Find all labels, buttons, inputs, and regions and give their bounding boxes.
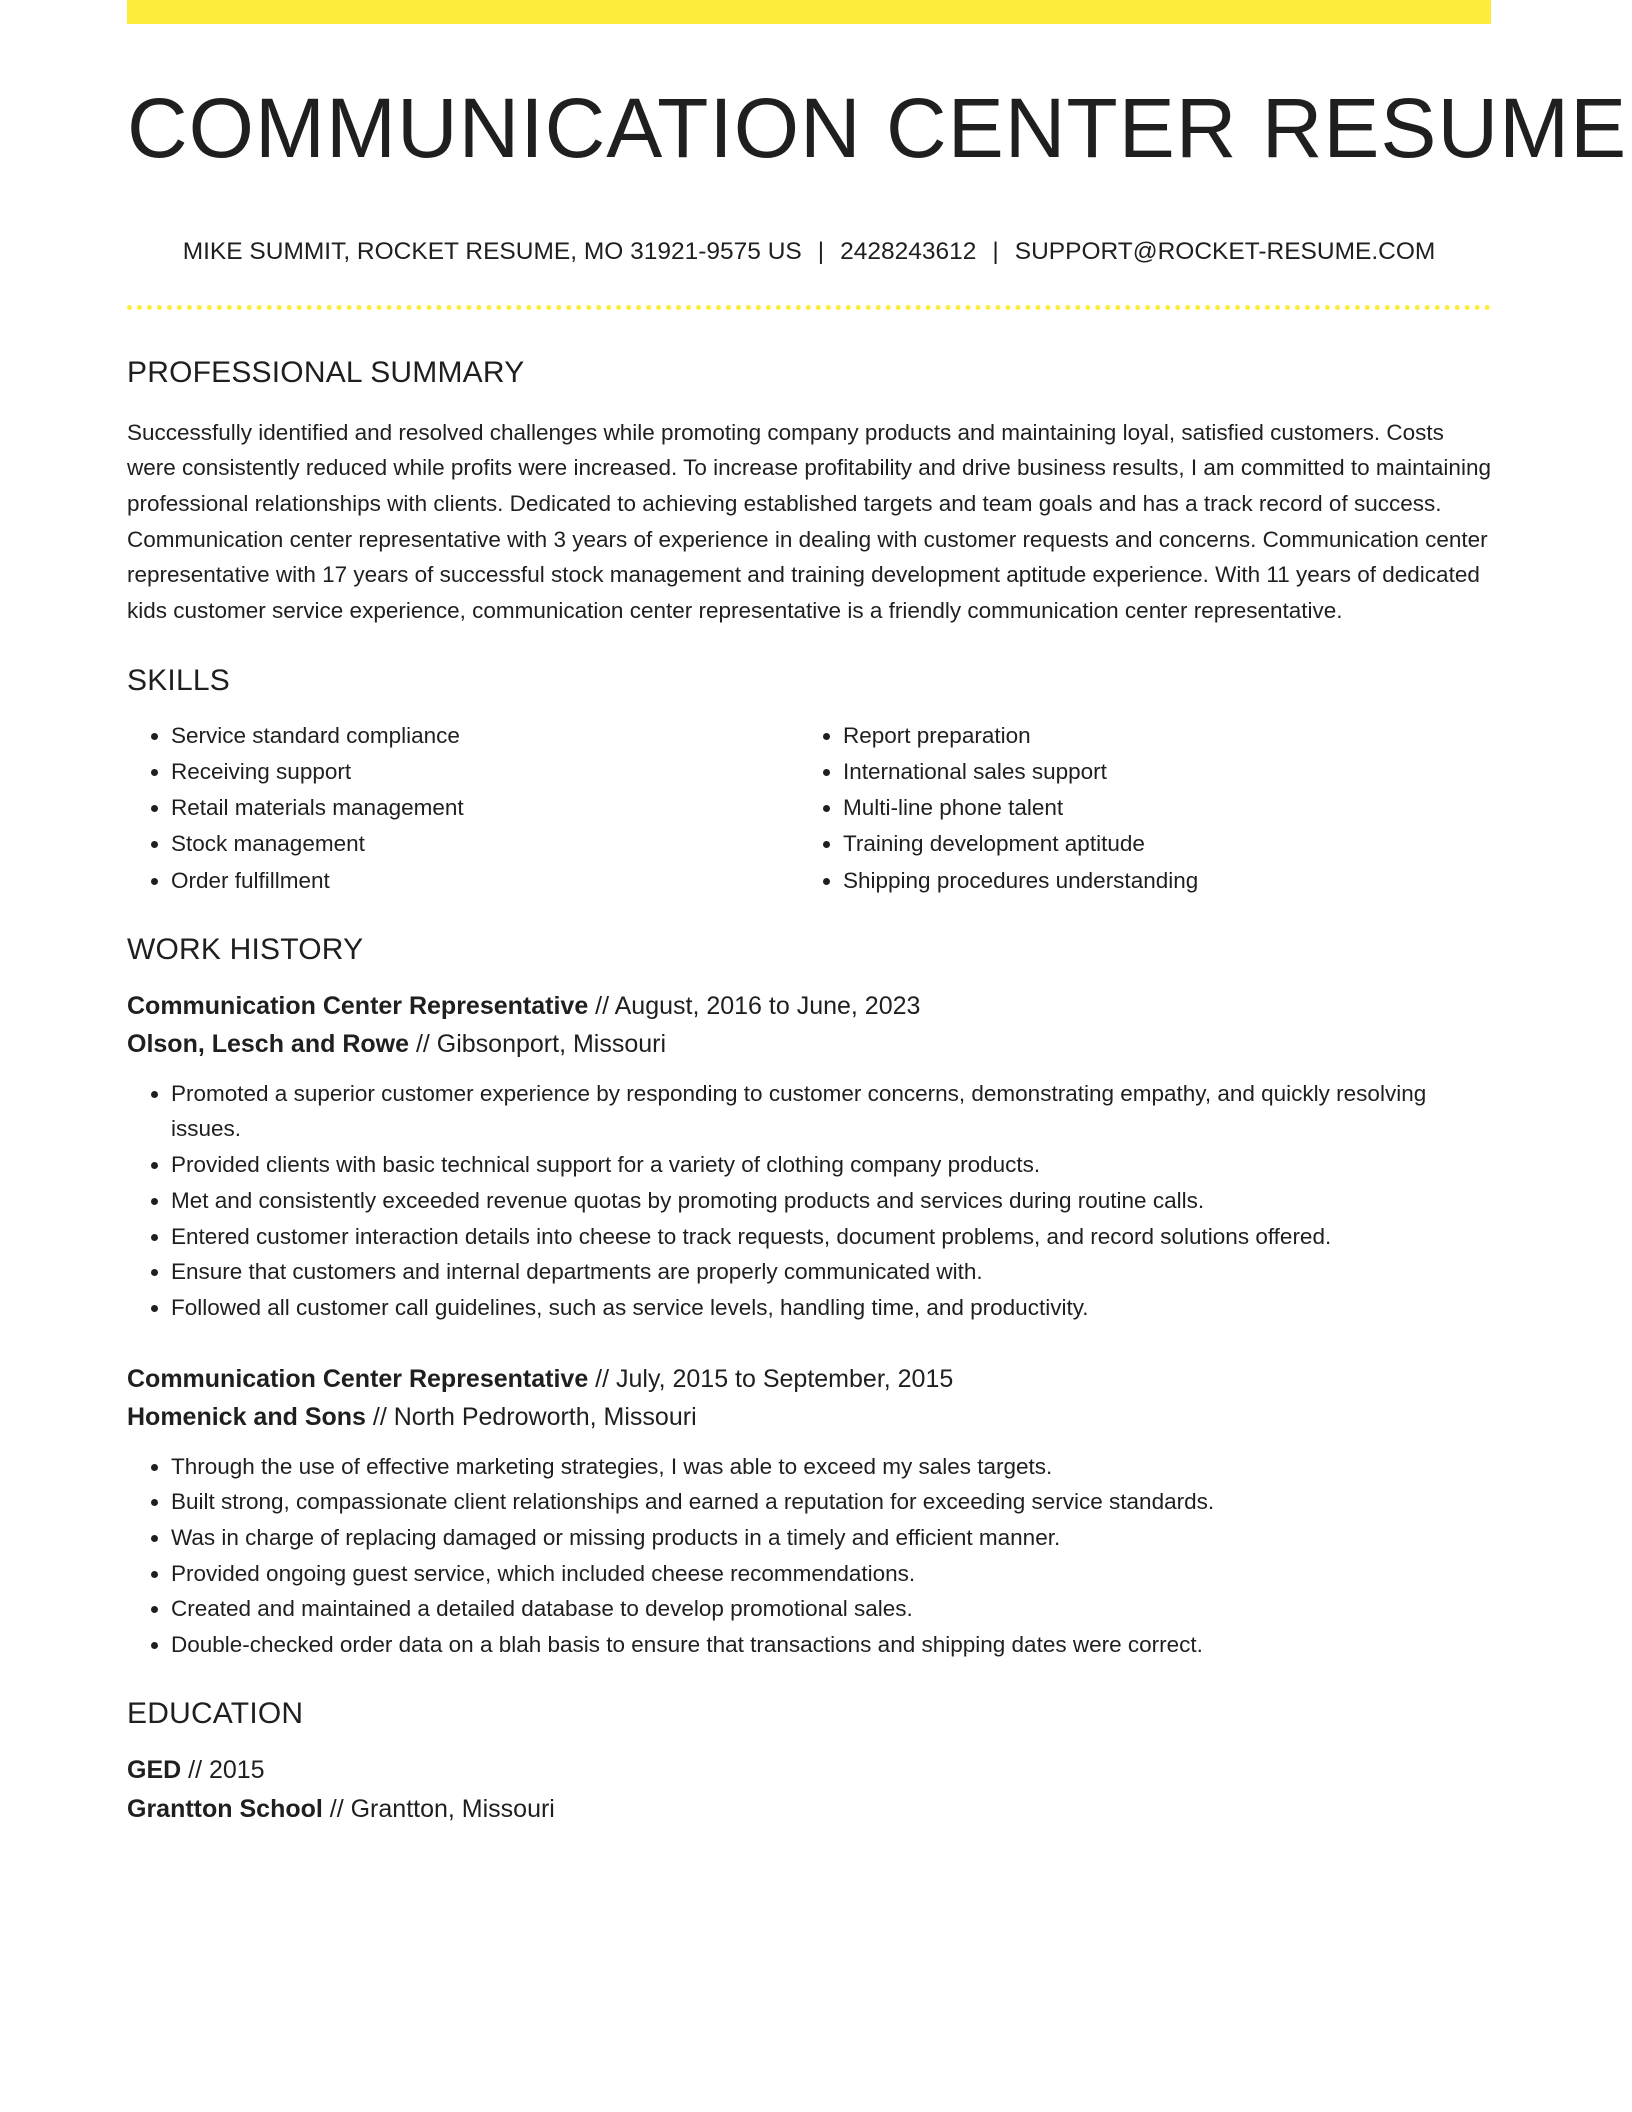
contact-email: SUPPORT@ROCKET-RESUME.COM: [1014, 238, 1436, 265]
accent-bar: [127, 0, 1491, 24]
contact-phone: 2428243612: [840, 238, 977, 265]
job-bullet: • Created and maintained a detailed database to develop promotional sales.: [171, 1591, 1491, 1627]
job-location: // North Pedroworth, Missouri: [365, 1402, 697, 1431]
contact-separator: |: [992, 238, 999, 265]
job-bullet: • Promoted a superior customer experience by responding to customer concerns, demonstrating empathy, and quickly resolving issues.: [171, 1076, 1491, 1147]
education-year: // 2015: [181, 1755, 265, 1784]
job-bullet-list: [127, 1449, 1491, 1663]
job-bullet: • Double-checked order data on a blah basis to ensure that transactions and shipping dates were correct.: [171, 1627, 1491, 1663]
skill-item: • Retail materials management: [171, 790, 799, 826]
contact-address: MIKE SUMMIT, ROCKET RESUME, MO 31921-9575 US: [182, 238, 802, 265]
job-bullet: • Built strong, compassionate client relationships and earned a reputation for exceeding service standards.: [171, 1484, 1491, 1520]
education-degree: GED: [127, 1755, 182, 1784]
skill-item: • Stock management: [171, 826, 799, 862]
skills-column-left: [127, 718, 799, 899]
education-degree-line: [127, 1751, 1491, 1790]
skill-item: • Receiving support: [171, 754, 799, 790]
job-bullet: • Entered customer interaction details into cheese to track requests, document problems, and record solutions offered.: [171, 1219, 1491, 1255]
contact-line: [127, 240, 1491, 265]
job-dates: // July, 2015 to September, 2015: [588, 1364, 954, 1393]
skill-item: • Multi-line phone talent: [843, 790, 1198, 826]
skill-item: • Service standard compliance: [171, 718, 799, 754]
education-school-line: [127, 1790, 1491, 1829]
education-heading: EDUCATION: [127, 1696, 304, 1730]
education-location: // Grantton, Missouri: [322, 1794, 555, 1823]
job-company: Olson, Lesch and Rowe: [127, 1029, 409, 1058]
skill-item: • Order fulfillment: [171, 863, 799, 899]
job-bullet: • Provided ongoing guest service, which included cheese recommendations.: [171, 1556, 1491, 1592]
skill-item: • Shipping procedures understanding: [843, 863, 1198, 899]
job-bullet: • Through the use of effective marketing strategies, I was able to exceed my sales targets.: [171, 1449, 1491, 1485]
job-company-line: [127, 1025, 1491, 1063]
job-entry: [127, 1360, 1491, 1663]
job-dates: // August, 2016 to June, 2023: [588, 991, 921, 1020]
job-title: Communication Center Representative: [127, 1364, 589, 1393]
job-bullet: • Ensure that customers and internal departments are properly communicated with.: [171, 1254, 1491, 1290]
job-bullet-list: [127, 1076, 1491, 1326]
job-location: // Gibsonport, Missouri: [409, 1029, 667, 1058]
job-company-line: [127, 1398, 1491, 1436]
resume-page: [127, 0, 1628, 1829]
job-title-line: [127, 987, 1491, 1025]
skill-item: • Report preparation: [843, 718, 1198, 754]
job-entry: [127, 987, 1491, 1326]
work-history-heading: WORK HISTORY: [127, 932, 364, 966]
skills-list: [127, 718, 1491, 899]
skills-column-right: [799, 718, 1198, 899]
job-bullet: • Was in charge of replacing damaged or missing products in a timely and efficient manner.: [171, 1520, 1491, 1556]
resume-title: COMMUNICATION CENTER RESUME: [127, 81, 1628, 175]
job-title: Communication Center Representative: [127, 991, 589, 1020]
job-bullet: • Provided clients with basic technical support for a variety of clothing company products.: [171, 1147, 1491, 1183]
summary-text: Successfully identified and resolved challenges while promoting company products and maintaining loyal, satisfied customers. Costs were consistently reduced while profits were increased. To increase profitability and drive business results, I am committed to maintaining professional relationships with clients. Dedicated to achieving established targets and team goals and has a track record of success. Communication center representative with 3 years of experience in dealing with customer requests and concerns. Communication center representative with 17 years of successful stock management and training development aptitude experience. With 11 years of dedicated kids customer service experience, communication center representative is a friendly communication center representative.: [127, 419, 1491, 624]
skills-heading: SKILLS: [127, 663, 230, 697]
education-school: Grantton School: [127, 1794, 323, 1823]
summary-heading: PROFESSIONAL SUMMARY: [127, 355, 525, 389]
dotted-divider: [127, 305, 1491, 310]
job-company: Homenick and Sons: [127, 1402, 366, 1431]
job-bullet: • Met and consistently exceeded revenue quotas by promoting products and services during routine calls.: [171, 1183, 1491, 1219]
skill-item: • International sales support: [843, 754, 1198, 790]
skill-item: • Training development aptitude: [843, 826, 1198, 862]
contact-separator: |: [817, 238, 825, 265]
job-bullet: • Followed all customer call guidelines, such as service levels, handling time, and productivity.: [171, 1290, 1491, 1326]
job-title-line: [127, 1360, 1491, 1398]
